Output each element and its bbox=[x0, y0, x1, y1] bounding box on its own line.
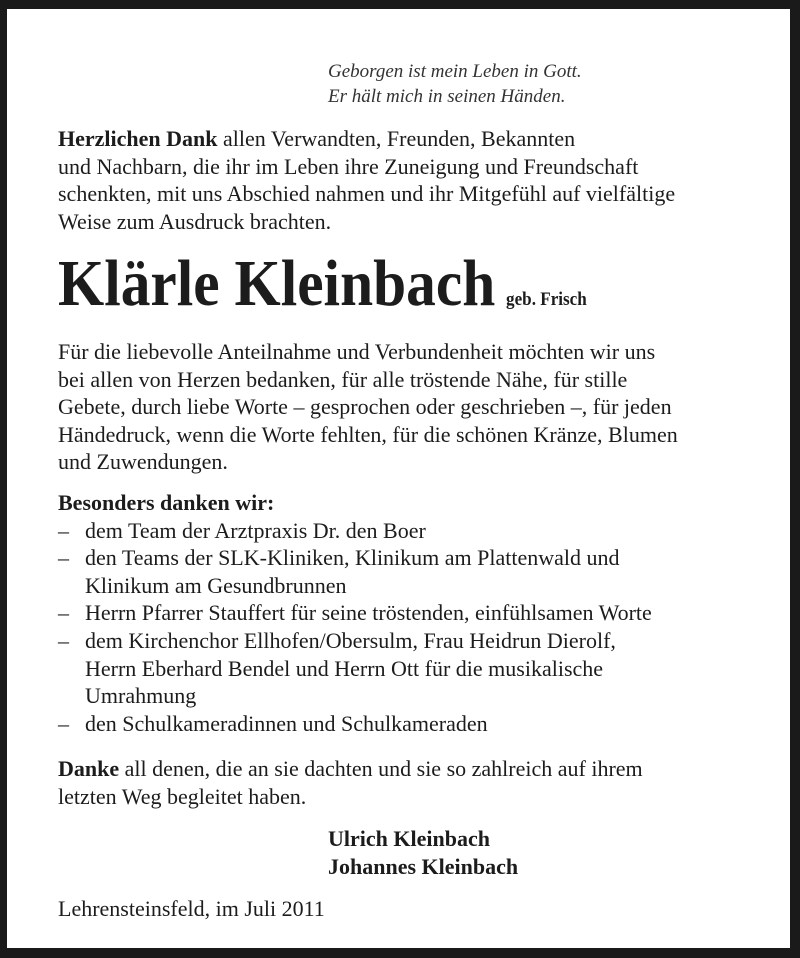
list-item bbox=[58, 710, 652, 738]
list-item-line: Umrahmung bbox=[85, 683, 197, 709]
dash: – bbox=[58, 517, 69, 543]
signature: Johannes Kleinbach bbox=[328, 853, 519, 879]
list-item-line: Herrn Eberhard Bendel und Herrn Ott für die musikalische bbox=[85, 655, 604, 681]
list-item-line: Klinikum am Gesundbrunnen bbox=[85, 572, 347, 598]
special-thanks bbox=[58, 489, 652, 737]
intro-line: Weise zum Ausdruck brachten. bbox=[58, 208, 332, 234]
quote bbox=[328, 59, 582, 109]
list-item bbox=[58, 544, 652, 599]
intro-line: schenkten, mit uns Abschied nahmen und ihr Mitgefühl auf vielfältige bbox=[58, 181, 676, 207]
paragraph-line: Gebete, durch liebe Worte – gesprochen oder geschrieben –, für jeden bbox=[58, 394, 672, 420]
closing-line: letzten Weg begleitet haben. bbox=[58, 783, 307, 809]
quote-line: Geborgen ist mein Leben in Gott. bbox=[328, 61, 582, 82]
quote-line: Er hält mich in seinen Händen. bbox=[328, 86, 566, 107]
place-date: Lehrensteinsfeld, im Juli 2011 bbox=[58, 896, 325, 921]
list-item-line: dem Kirchenchor Ellhofen/Obersulm, Frau Heidrun Dierolf, bbox=[85, 627, 616, 653]
intro-bold: Herzlichen Dank bbox=[58, 126, 218, 151]
list-item bbox=[58, 517, 652, 545]
deceased-name-line bbox=[58, 247, 587, 333]
dash: – bbox=[58, 600, 69, 626]
list-item bbox=[58, 627, 652, 710]
dash: – bbox=[58, 627, 69, 653]
maiden-name: geb. Frisch bbox=[506, 289, 587, 310]
signatures bbox=[328, 825, 518, 880]
signature: Ulrich Kleinbach bbox=[328, 826, 490, 851]
closing-bold: Danke bbox=[58, 756, 120, 781]
closing-line bbox=[58, 755, 643, 783]
paragraph-line: Für die liebevolle Anteilnahme und Verbundenheit möchten wir uns bbox=[58, 339, 656, 364]
special-thanks-heading: Besonders danken wir: bbox=[58, 490, 275, 515]
list-item bbox=[58, 599, 652, 627]
paragraph-line: und Zuwendungen. bbox=[58, 449, 228, 475]
list-item-line: Herrn Pfarrer Stauffert für seine tröstenden, einfühlsamen Worte bbox=[85, 600, 652, 626]
paragraph-line: Händedruck, wenn die Worte fehlten, für die schönen Kränze, Blumen bbox=[58, 421, 678, 447]
notice-sheet bbox=[7, 9, 790, 948]
dash: – bbox=[58, 710, 69, 736]
closing-paragraph bbox=[58, 755, 643, 810]
list-item-line: den Teams der SLK-Kliniken, Klinikum am Plattenwald und bbox=[85, 545, 620, 571]
dash: – bbox=[58, 545, 69, 571]
list-item-line: dem Team der Arztpraxis Dr. den Boer bbox=[85, 517, 426, 543]
intro-line bbox=[58, 125, 675, 153]
paragraph-line: bei allen von Herzen bedanken, für alle tröstende Nähe, für stille bbox=[58, 366, 628, 392]
thanks-paragraph bbox=[58, 338, 678, 476]
intro-paragraph bbox=[58, 125, 675, 235]
closing-text: all denen, die an sie dachten und sie so zahlreich auf ihrem bbox=[119, 756, 643, 781]
list-item-line: den Schulkameradinnen und Schulkameraden bbox=[85, 710, 488, 736]
intro-line: und Nachbarn, die ihr im Leben ihre Zuneigung und Freundschaft bbox=[58, 153, 639, 179]
intro-text: allen Verwandten, Freunden, Bekannten bbox=[217, 126, 576, 151]
deceased-name: Klärle Kleinbach bbox=[58, 247, 496, 320]
